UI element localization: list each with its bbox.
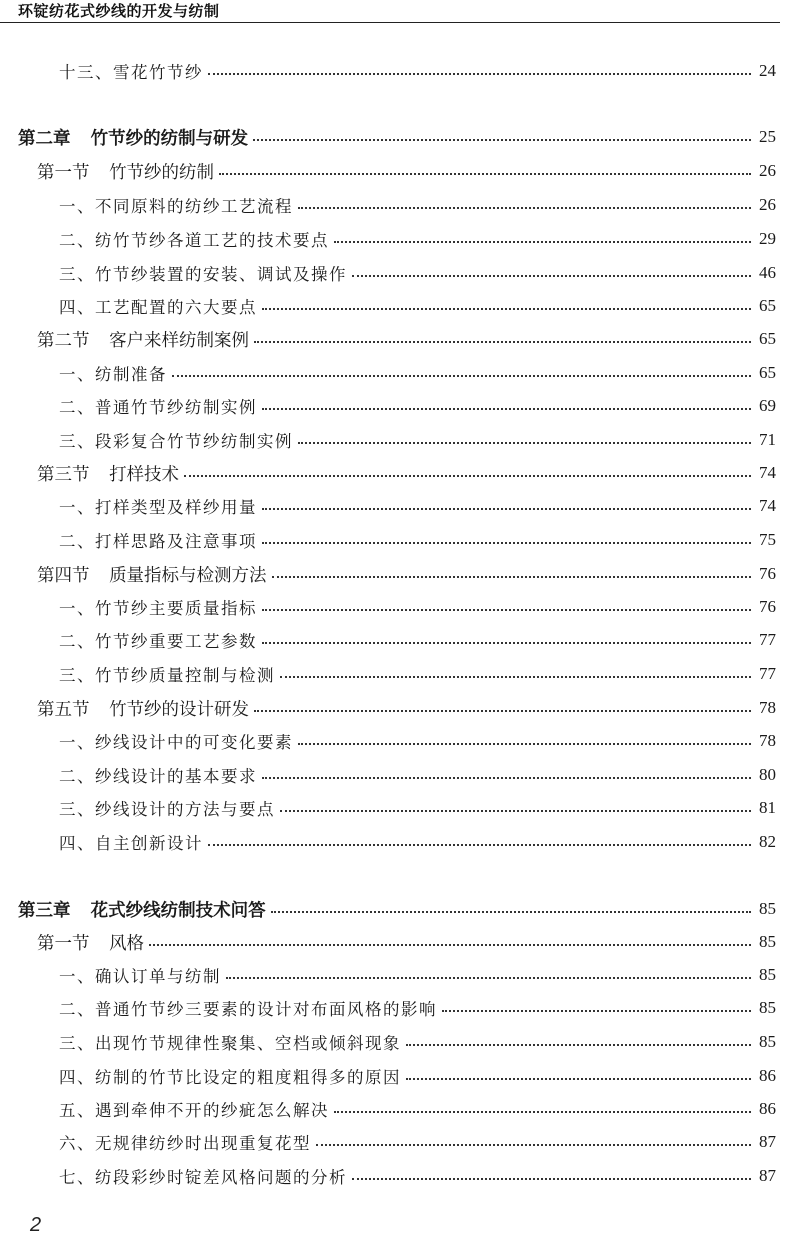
toc-entry-page: 77 — [759, 630, 776, 649]
toc-entry-title: 一、竹节纱主要质量指标 — [59, 599, 257, 618]
toc-entry-page: 74 — [759, 463, 776, 482]
toc-entry-page: 86 — [759, 1066, 776, 1085]
dot-leader — [334, 1111, 751, 1113]
page-number: 2 — [30, 1214, 42, 1236]
dot-leader — [280, 676, 751, 678]
toc-item — [59, 391, 776, 421]
toc-item — [59, 592, 776, 622]
toc-entry-page: 69 — [759, 396, 776, 415]
toc-entry-page: 74 — [759, 496, 776, 515]
dot-leader — [226, 977, 751, 979]
toc-item — [59, 525, 776, 555]
toc-section — [37, 559, 776, 589]
toc-entry-page: 71 — [759, 430, 776, 449]
toc-entry-title: 四、自主创新设计 — [59, 834, 203, 853]
toc-item — [59, 659, 776, 689]
toc-entry-page: 46 — [759, 263, 776, 282]
toc-entry-page: 65 — [759, 329, 776, 348]
dot-leader — [253, 139, 751, 141]
toc-chapter — [18, 122, 776, 152]
toc-entry-page: 26 — [759, 195, 776, 214]
toc-entry-page: 78 — [759, 698, 776, 717]
toc-entry-title: 七、纺段彩纱时锭差风格问题的分析 — [59, 1168, 347, 1187]
toc-item — [59, 1161, 776, 1191]
dot-leader — [334, 241, 751, 243]
toc-entry-page: 29 — [759, 229, 776, 248]
toc-item — [59, 224, 776, 254]
toc-item — [59, 726, 776, 756]
book-title: 环锭纺花式纱线的开发与纺制 — [18, 2, 220, 20]
dot-leader — [254, 341, 751, 343]
toc-item — [59, 827, 776, 857]
toc-chapter — [18, 894, 776, 924]
toc-entry-page: 86 — [759, 1099, 776, 1118]
toc-entry-title: 四、纺制的竹节比设定的粗度粗得多的原因 — [59, 1068, 401, 1087]
toc-entry-title: 三、竹节纱装置的安装、调试及操作 — [59, 265, 347, 284]
toc-item — [59, 56, 776, 86]
toc-entry-page: 25 — [759, 127, 776, 146]
toc-entry-page: 85 — [759, 1032, 776, 1051]
dot-leader — [298, 207, 751, 209]
dot-leader — [149, 944, 751, 946]
dot-leader — [184, 475, 751, 477]
toc-entry-page: 76 — [759, 597, 776, 616]
toc-entry-title: 三、竹节纱质量控制与检测 — [59, 666, 275, 685]
toc-entry-page: 87 — [759, 1132, 776, 1151]
dot-leader — [208, 73, 751, 75]
toc-entry-title: 二、纱线设计的基本要求 — [59, 767, 257, 786]
toc-entry-title: 四、工艺配置的六大要点 — [59, 298, 257, 317]
dot-leader — [262, 777, 751, 779]
toc-entry-page: 78 — [759, 731, 776, 750]
toc-section — [37, 156, 776, 186]
toc-entry-title: 第一节 竹节纱的纺制 — [37, 162, 215, 183]
toc-entry-title: 二、竹节纱重要工艺参数 — [59, 632, 257, 651]
toc-entry-page: 87 — [759, 1166, 776, 1185]
dot-leader — [298, 743, 751, 745]
toc-section — [37, 324, 776, 354]
toc-item — [59, 625, 776, 655]
toc-entry-title: 六、无规律纺纱时出现重复花型 — [59, 1134, 311, 1153]
toc-item — [59, 190, 776, 220]
toc-entry-page: 85 — [759, 998, 776, 1017]
toc-entry-title: 第一节 风格 — [37, 933, 145, 954]
toc-entry-title: 一、确认订单与纺制 — [59, 967, 221, 986]
toc-entry-page: 85 — [759, 965, 776, 984]
toc-entry-title: 第二章 竹节纱的纺制与研发 — [18, 128, 249, 149]
toc-entry-page: 81 — [759, 798, 776, 817]
toc-item — [59, 760, 776, 790]
toc-entry-page: 77 — [759, 664, 776, 683]
toc-entry-page: 24 — [759, 61, 776, 80]
toc-item — [59, 358, 776, 388]
dot-leader — [406, 1078, 751, 1080]
toc-entry-title: 第五节 竹节纱的设计研发 — [37, 699, 250, 720]
toc-entry-title: 三、段彩复合竹节纱纺制实例 — [59, 432, 293, 451]
dot-leader — [442, 1010, 751, 1012]
toc-item — [59, 1061, 776, 1091]
toc-entry-title: 一、纺制准备 — [59, 365, 167, 384]
toc-item — [59, 793, 776, 823]
toc-entry-title: 一、纱线设计中的可变化要素 — [59, 733, 293, 752]
toc-entry-page: 65 — [759, 296, 776, 315]
running-header — [0, 0, 780, 23]
toc-entry-title: 五、遇到牵伸不开的纱疵怎么解决 — [59, 1101, 329, 1120]
toc-item — [59, 1127, 776, 1157]
toc-entry-title: 一、不同原料的纺纱工艺流程 — [59, 197, 293, 216]
dot-leader — [262, 508, 751, 510]
toc-entry-title: 第三节 打样技术 — [37, 464, 180, 485]
toc-entry-page: 85 — [759, 932, 776, 951]
toc-entry-title: 第四节 质量指标与检测方法 — [37, 565, 267, 586]
toc-item — [59, 960, 776, 990]
dot-leader — [262, 642, 751, 644]
toc-entry-title: 三、纱线设计的方法与要点 — [59, 800, 275, 819]
toc-entry-page: 85 — [759, 899, 776, 918]
toc-entry-title: 二、普通竹节纱三要素的设计对布面风格的影响 — [59, 1000, 437, 1019]
toc-entry-page: 76 — [759, 564, 776, 583]
toc-entry-page: 26 — [759, 161, 776, 180]
toc-item — [59, 1027, 776, 1057]
toc-entry-page: 80 — [759, 765, 776, 784]
toc-entry-title: 第三章 花式纱线纺制技术问答 — [18, 900, 266, 921]
toc-entry-title: 二、普通竹节纱纺制实例 — [59, 398, 257, 417]
dot-leader — [272, 576, 751, 578]
toc-entry-page: 82 — [759, 832, 776, 851]
toc-section — [37, 693, 776, 723]
toc-section — [37, 927, 776, 957]
toc-item — [59, 993, 776, 1023]
dot-leader — [208, 844, 751, 846]
toc-entry-page: 75 — [759, 530, 776, 549]
toc-entry-title: 二、纺竹节纱各道工艺的技术要点 — [59, 231, 329, 250]
dot-leader — [352, 275, 751, 277]
dot-leader — [352, 1178, 751, 1180]
toc-item — [59, 1094, 776, 1124]
toc-item — [59, 291, 776, 321]
toc-entry-title: 第二节 客户来样纺制案例 — [37, 330, 250, 351]
dot-leader — [280, 810, 751, 812]
toc-entry-title: 三、出现竹节规律性聚集、空档或倾斜现象 — [59, 1034, 401, 1053]
dot-leader — [254, 710, 751, 712]
dot-leader — [316, 1144, 751, 1146]
dot-leader — [298, 442, 751, 444]
toc-entry-title: 十三、雪花竹节纱 — [59, 63, 203, 82]
toc-entry-title: 二、打样思路及注意事项 — [59, 532, 257, 551]
dot-leader — [262, 542, 751, 544]
dot-leader — [262, 609, 751, 611]
toc-item — [59, 425, 776, 455]
toc-entry-title: 一、打样类型及样纱用量 — [59, 498, 257, 517]
toc-section — [37, 458, 776, 488]
dot-leader — [406, 1044, 751, 1046]
toc-entry-page: 65 — [759, 363, 776, 382]
dot-leader — [219, 173, 751, 175]
dot-leader — [172, 375, 751, 377]
dot-leader — [271, 911, 751, 913]
toc-item — [59, 258, 776, 288]
dot-leader — [262, 408, 751, 410]
dot-leader — [262, 308, 751, 310]
toc-item — [59, 491, 776, 521]
